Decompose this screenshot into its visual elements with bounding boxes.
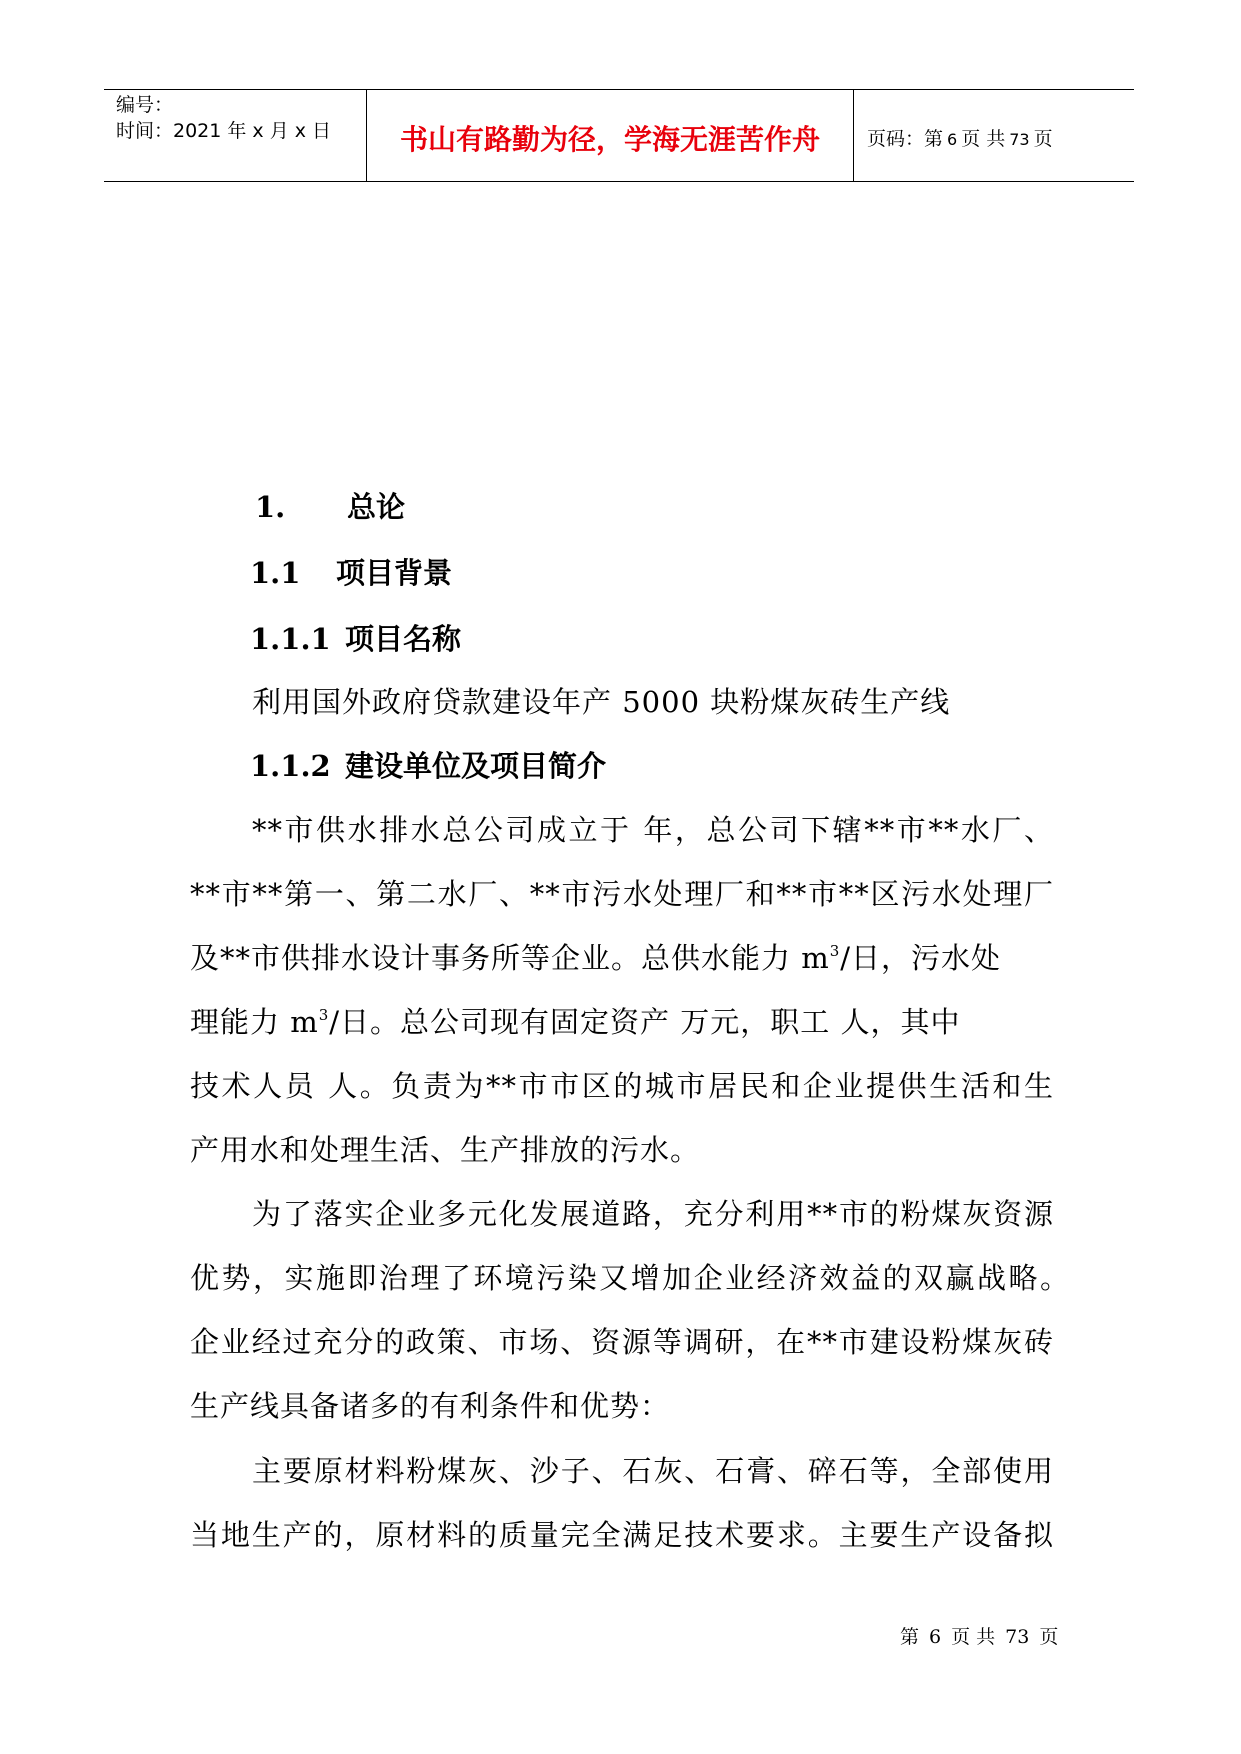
header-top-rule — [104, 89, 1134, 90]
paragraph-1-line-4 — [190, 1000, 960, 1041]
footer-current: 6 — [929, 1626, 942, 1648]
heading-1-1-number: 1.1 — [250, 556, 301, 590]
p1-l4-part-a: 理能力 m — [190, 1005, 319, 1039]
p1-l3-part-a: 及**市供排水设计事务所等企业。总供水能力 m — [190, 941, 830, 975]
footer-prefix: 第 — [900, 1626, 920, 1648]
heading-1-1-1 — [250, 617, 461, 658]
paragraph-3-line-2: 当地生产的，原材料的质量完全满足技术要求。主要生产设备拟 — [190, 1518, 1054, 1552]
superscript-3: 3 — [318, 1006, 330, 1024]
footer-total: 73 — [1005, 1626, 1030, 1648]
superscript-3: 3 — [829, 942, 841, 960]
page-total: 73 — [1009, 130, 1030, 149]
page-footer — [895, 1622, 1063, 1649]
footer-suffix: 页 — [1039, 1626, 1059, 1648]
page-mid: 页 共 — [961, 128, 1006, 150]
header-motto: 书山有路勤为径，学海无涯苦作舟 — [399, 123, 820, 156]
paragraph-2-line-2: 优势，实施即治理了环境污染又增加企业经济效益的双赢战略。 — [190, 1261, 1070, 1295]
paragraph-2-line-4: 生产线具备诸多的有利条件和优势： — [190, 1389, 671, 1423]
header-divider-left — [366, 90, 367, 181]
paragraph-1-line-6: 产用水和处理生活、生产排放的污水。 — [190, 1133, 701, 1167]
paragraph-1-line-3 — [190, 936, 1001, 977]
heading-1-1-1-text: 项目名称 — [345, 622, 462, 656]
paragraph-3-line-1: 主要原材料粉煤灰、沙子、石灰、石膏、碎石等，全部使用 — [252, 1454, 1054, 1488]
p1-l3-part-b: /日，污水处 — [840, 941, 1002, 975]
paragraph-2-line-3: 企业经过充分的政策、市场、资源等调研，在**市建设粉煤灰砖 — [190, 1325, 1054, 1359]
heading-1-text: 总论 — [347, 490, 406, 524]
p1-l4-part-b: /日。总公司现有固定资产 万元，职工 人，其中 — [329, 1005, 961, 1039]
page-suffix: 页 — [1033, 128, 1053, 150]
heading-1-number: 1. — [255, 490, 286, 524]
page-prefix: 页码：第 — [867, 128, 944, 150]
heading-1-1-text: 项目背景 — [336, 556, 453, 590]
header-bottom-rule — [104, 181, 1134, 182]
heading-1-1-1-number: 1.1.1 — [250, 622, 331, 656]
heading-1-1-2 — [250, 744, 606, 785]
paragraph-2-line-1: 为了落实企业多元化发展道路，充分利用**市的粉煤灰资源 — [252, 1197, 1054, 1231]
header-divider-right — [853, 90, 854, 181]
footer-mid: 页 共 — [951, 1626, 996, 1648]
project-name: 利用国外政府贷款建设年产 5000 块粉煤灰砖生产线 — [252, 685, 951, 719]
serial-label: 编号： — [116, 94, 174, 116]
page-current: 6 — [947, 130, 958, 149]
paragraph-1-line-1: **市供水排水总公司成立于 年，总公司下辖**市**水厂、 — [252, 813, 1054, 847]
time-label: 时间：2021 年 x 月 x 日 — [116, 120, 332, 142]
heading-1-1-2-text: 建设单位及项目简介 — [345, 749, 607, 783]
paragraph-1-line-2: **市**第一、第二水厂、**市污水处理厂和**市**区污水处理厂 — [190, 877, 1054, 911]
heading-1 — [255, 485, 405, 526]
heading-1-1-2-number: 1.1.2 — [250, 749, 331, 783]
heading-1-1 — [250, 551, 452, 592]
header-page-info — [867, 124, 1053, 151]
paragraph-1-line-5: 技术人员 人。负责为**市市区的城市居民和企业提供生活和生 — [190, 1069, 1054, 1103]
header-meta — [116, 92, 331, 144]
